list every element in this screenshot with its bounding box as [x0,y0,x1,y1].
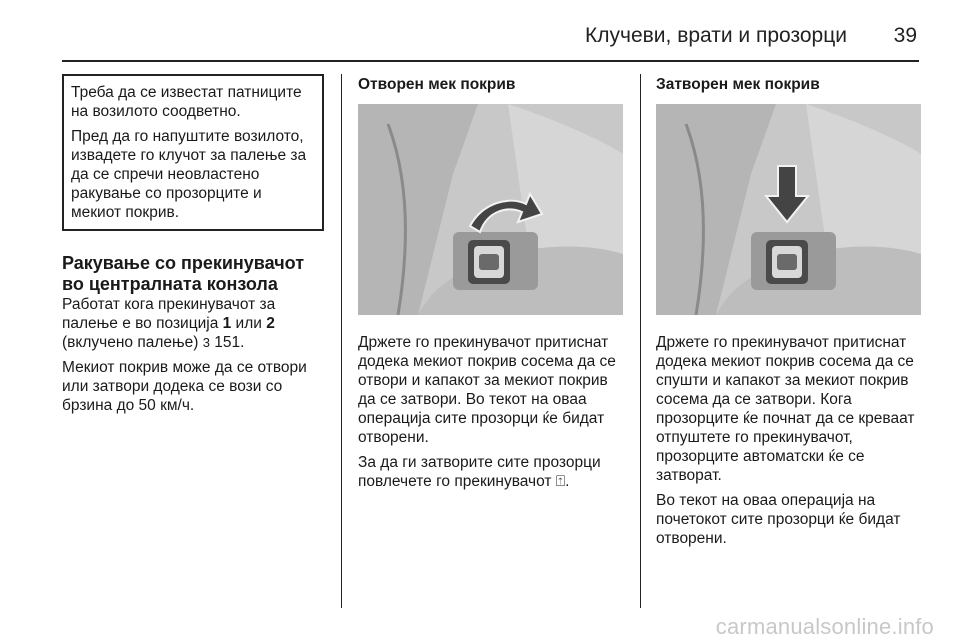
bold-position-2: 2 [266,315,275,332]
column-divider-1 [341,74,342,608]
warning-text-1: Треба да се известат патниците на возилото соодветно. [71,84,302,120]
warning-box [62,74,324,231]
page-reference-icon: 3 [202,335,210,350]
column-right [656,74,924,554]
warning-text-2: Пред да го напуштите возилото, извадете го клучот за палење за да се спречи неовластено ракување со прозорците и мекиот покрив. [71,128,307,221]
page-header [62,12,919,62]
closed-roof-text-2: Во текот на оваа операција на почетокот сите прозорци ќе бидат отворени. [656,492,901,547]
text-run: (вклучено палење) [62,334,203,351]
column-divider-2 [640,74,641,608]
text-run: или [231,315,267,332]
page-reference-link[interactable]: 151. [209,334,245,351]
paragraph-ignition [62,295,324,352]
header-title: Клучеви, врати и прозорци [585,24,847,47]
closed-roof-figure [656,104,921,315]
open-roof-figure [358,104,623,315]
text-run: Работат кога прекинувачот за палење е во позиција [62,296,276,332]
window-switch-icon: ⍐ [555,473,566,490]
open-roof-text-1: Држете го прекинувачот притиснат додека мекиот покрив сосема да се отвори и капакот за мекиот покрив да се затвори. Во текот на оваа операција сите прозорци ќе бидат отворени. [358,334,616,446]
text-run: За да ги затворите сите прозорци повлечете го прекинувачот [358,454,601,490]
closed-roof-text-1: Држете го прекинувачот притиснат додека мекиот покрив сосема да се спушти и капакот за мекиот покрив сосема да се затвори. Кога прозорците ќе почнат да се креваат отпуштете го прекинувачот, прозорците автоматски ќе се затворат. [656,334,915,484]
open-roof-text-2 [358,453,626,491]
open-roof-heading: Отворен мек покрив [358,76,516,93]
watermark: carmanualsonline.info [715,614,934,639]
text-run: . [565,473,570,490]
page-number: 39 [893,24,917,47]
bold-position-1: 1 [222,315,232,332]
column-left [62,74,324,421]
section-heading: Ракување со прекинувачот во централната конзола [62,253,305,294]
closed-roof-heading: Затворен мек покрив [656,76,820,93]
column-middle [358,74,626,497]
paragraph-speed: Мекиот покрив може да се отвори или затвори додека се вози со брзина до 50 км/ч. [62,359,307,414]
